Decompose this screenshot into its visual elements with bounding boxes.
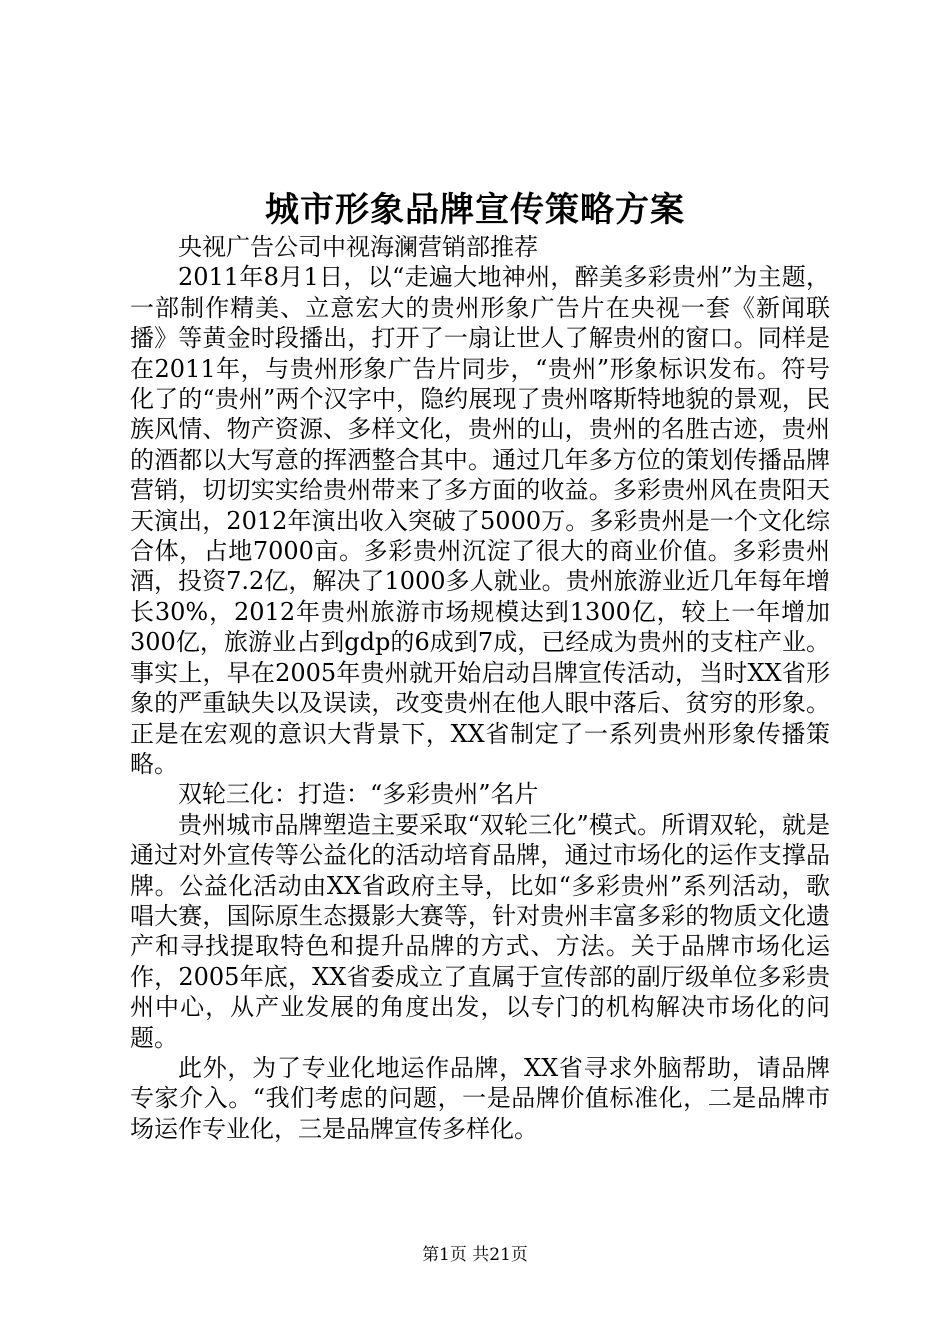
document-title: 城市形象品牌宣传策略方案 [265, 190, 685, 230]
paragraph-intro: 2011年8月1日，以“走遍大地神州，醉美多彩贵州”为主题，一部制作精美、立意宏大的贵州形象广告片在央视一套《新闻联播》等黄金时段播出，打开了一扇让世人了解贵州的窗口。同样是在2011年，与贵州形象广告片同步，“贵州”形象标识发布。符号化了的“贵州”两个汉字中，隐约展现了贵州喀斯特地貌的景观，民族风情、物产资源、多样文化，贵州的山，贵州的名胜古迹，贵州的酒都以大写意的挥洒整合其中。通过几年多方位的策划传播品牌营销，切切实实给贵州带来了多方面的收益。多彩贵州风在贵阳天天演出，2012年演出收入突破了5000万。多彩贵州是一个文化综合体，占地7000亩。多彩贵州沉淀了很大的商业价值。多彩贵州酒，投资7.2亿，解决了1000多人就业。贵州旅游业近几年每年增长30%，2012年贵州旅游市场规模达到1300亿，较上一年增加300亿，旅游业占到gdp的6成到7成，已经成为贵州的支柱产业。事实上，早在2005年贵州就开始启动吕牌宣传活动，当时XX省形象的严重缺失以及误读，改变贵州在他人眼中落后、贫穷的形象。正是在宏观的意识大背景下，XX省制定了一系列贵州形象传播策略。 [130, 263, 830, 778]
document-body [130, 232, 830, 1144]
section-heading: 双轮三化：打造：“多彩贵州”名片 [178, 780, 539, 809]
paragraph-model: 贵州城市品牌塑造主要采取“双轮三化”模式。所谓双轮，就是通过对外宣传等公益化的活动培育品牌，通过市场化的运作支撑品牌。公益化活动由XX省政府主导，比如“多彩贵州”系列活动，歌唱大赛，国际原生态摄影大赛等，针对贵州丰富多彩的物质文化遗产和寻找提取特色和提升品牌的方式、方法。关于品牌市场化运作，2005年底，XX省委成立了直属于宣传部的副厅级单位多彩贵州中心，从产业发展的角度出发，以专门的机构解决市场化的问题。 [130, 810, 830, 1052]
page-number: 第1页 共21页 [422, 1245, 528, 1265]
paragraph-source: 央视广告公司中视海澜营销部推荐 [178, 233, 538, 261]
paragraph-expert: 此外，为了专业化地运作品牌，XX省寻求外脑帮助，请品牌专家介入。“我们考虑的问题，一是品牌价值标准化，二是品牌市场运作专业化，三是品牌宣传多样化。 [130, 1053, 830, 1143]
